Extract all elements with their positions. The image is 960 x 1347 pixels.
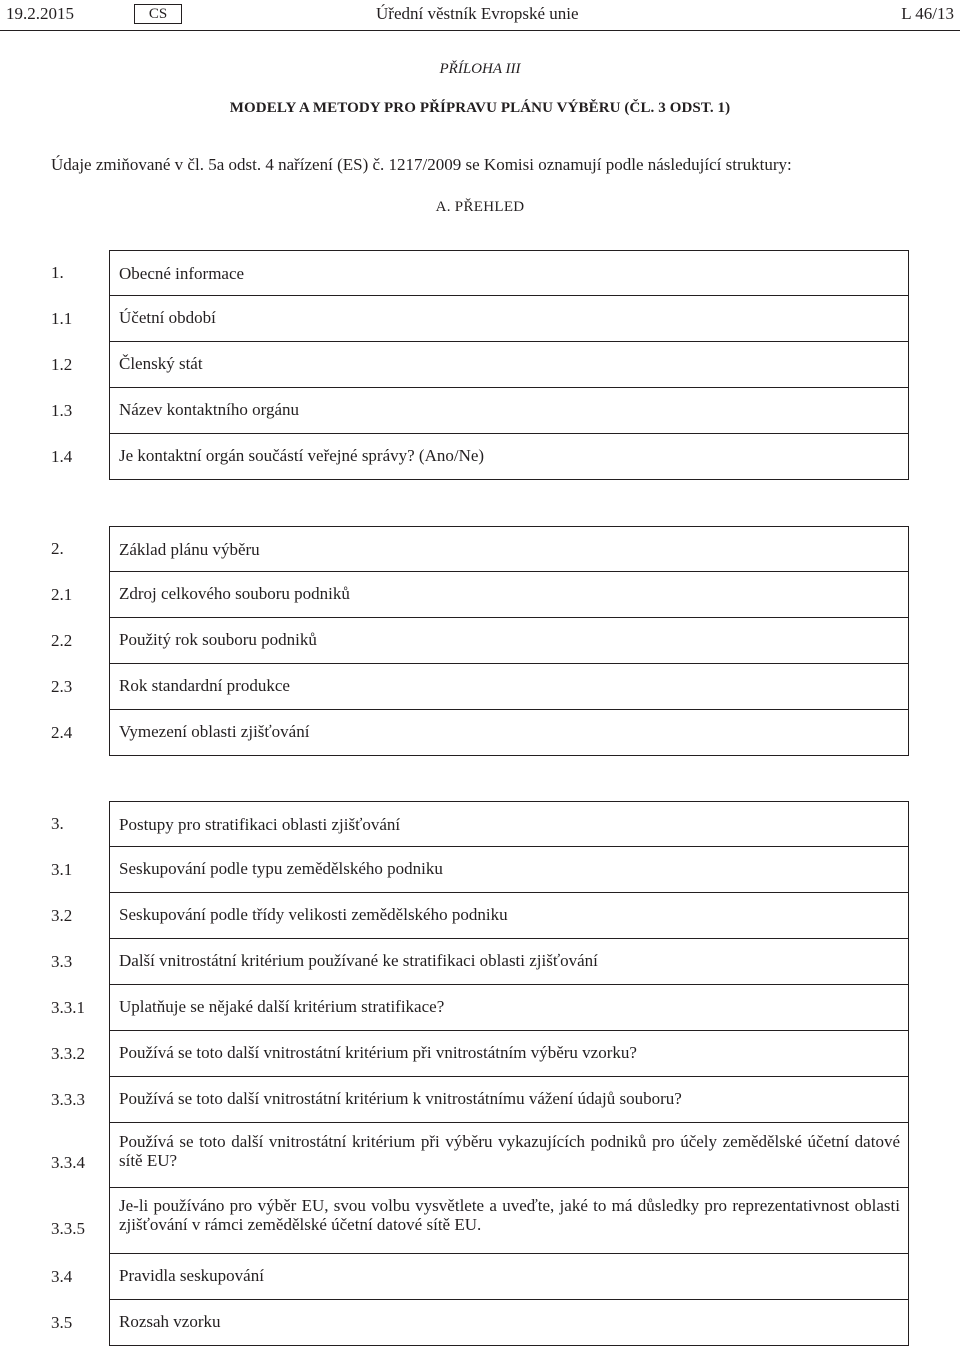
item-label-cell [109,1300,909,1346]
item-label-cell [109,939,909,985]
table-section [51,250,909,480]
item-number: 3.3.4 [51,1153,85,1172]
item-number-cell [51,572,109,618]
item-label-cell [109,434,909,480]
item-number-cell [51,847,109,893]
item-number-cell [51,664,109,710]
item-number-cell [51,939,109,985]
item-number: 2.4 [51,723,73,742]
item-number-cell [51,985,109,1031]
item-label: Pravidla seskupování [119,1266,264,1285]
item-label: Účetní období [119,308,216,327]
item-label-cell [109,618,909,664]
item-label-cell [109,1123,909,1188]
item-label: Další vnitrostátní kritérium používané ke stratifikaci oblasti zjišťování [119,951,598,970]
table-row [51,1188,909,1254]
item-label: Seskupování podle typu zemědělského podniku [119,859,443,878]
item-number-cell [51,342,109,388]
item-number: 3.2 [51,906,73,925]
table-row [51,618,909,664]
item-label-cell [109,710,909,756]
item-number: 3. [51,814,64,833]
item-label: Je kontaktní orgán součástí veřejné správy? (Ano/Ne) [119,446,485,465]
item-number: 3.3.3 [51,1090,85,1109]
item-label-cell [109,893,909,939]
item-label: Používá se toto další vnitrostátní kritérium při výběru vykazujících podniků pro účely zemědělské účetní datové sítě EU? [119,1132,900,1170]
item-label: Seskupování podle třídy velikosti zemědělského podniku [119,905,508,924]
table-row [51,526,909,572]
item-label: Základ plánu výběru [119,540,260,559]
item-number-cell [51,618,109,664]
page-header [0,0,960,31]
table-row [51,1254,909,1300]
item-label-cell [109,1077,909,1123]
table-row [51,847,909,893]
item-label-cell [109,1031,909,1077]
item-label-cell [109,296,909,342]
publication-date: 19.2.2015 [6,4,74,23]
item-number-cell [51,250,109,296]
table-row [51,572,909,618]
item-number: 3.1 [51,860,73,879]
item-label-cell [109,1254,909,1300]
item-label: Je-li používáno pro výběr EU, svou volbu vysvětlete a uveďte, jaké to má důsledky pro reprezentativnost oblasti zjišťování v rámci zemědělské účetní datové sítě EU. [119,1196,900,1234]
item-number: 2.1 [51,585,73,604]
annex-title: PŘÍLOHA III [439,61,521,77]
item-number: 3.5 [51,1313,73,1332]
item-number: 3.4 [51,1267,73,1286]
item-label-cell [109,250,909,296]
item-label-cell [109,801,909,847]
table-row [51,1300,909,1346]
item-number-cell [51,1077,109,1123]
item-number-cell [51,388,109,434]
item-label-cell [109,664,909,710]
item-number-cell [51,893,109,939]
item-number: 2. [51,539,64,558]
page-reference: L 46/13 [901,4,954,23]
item-label-cell [109,847,909,893]
item-label: Vymezení oblasti zjišťování [119,722,310,741]
item-number: 3.3 [51,952,73,971]
item-label: Obecné informace [119,264,245,283]
item-label: Používá se toto další vnitrostátní kritérium při vnitrostátním výběru vzorku? [119,1043,637,1062]
language-code-box: CS [134,4,182,24]
item-label: Rok standardní produkce [119,676,290,695]
item-label: Zdroj celkového souboru podniků [119,584,350,603]
annex-heading: MODELY A METODY PRO PŘÍPRAVU PLÁNU VÝBĚRU (ČL. 3 ODST. 1) [229,100,731,116]
table-row [51,434,909,480]
table-row [51,664,909,710]
item-number-cell [51,1123,109,1188]
item-number: 2.3 [51,677,73,696]
item-number-cell [51,1188,109,1254]
item-label: Použitý rok souboru podniků [119,630,317,649]
table-section [51,801,909,1346]
table-row [51,1031,909,1077]
item-number-cell [51,526,109,572]
item-number-cell [51,434,109,480]
item-label: Rozsah vzorku [119,1312,221,1331]
item-number: 1.3 [51,401,73,420]
item-number: 3.3.2 [51,1044,85,1063]
item-label-cell [109,985,909,1031]
item-label: Název kontaktního orgánu [119,400,300,419]
item-label: Členský stát [119,354,203,373]
item-number-cell [51,1031,109,1077]
table-row [51,1123,909,1188]
table-row [51,985,909,1031]
table-row [51,342,909,388]
item-label-cell [109,342,909,388]
table-row [51,893,909,939]
item-number-cell [51,801,109,847]
item-label-cell [109,526,909,572]
item-label-cell [109,1188,909,1254]
journal-title: Úřední věstník Evropské unie [376,4,579,23]
item-label-cell [109,572,909,618]
item-number: 1.1 [51,309,73,328]
item-label: Používá se toto další vnitrostátní kritérium k vnitrostátnímu vážení údajů souboru? [119,1089,682,1108]
table-row [51,388,909,434]
table-row [51,250,909,296]
item-label: Postupy pro stratifikaci oblasti zjišťování [119,815,401,834]
table-row [51,939,909,985]
item-number-cell [51,1300,109,1346]
item-number: 3.3.5 [51,1219,85,1238]
item-number: 2.2 [51,631,73,650]
item-number-cell [51,1254,109,1300]
item-number-cell [51,710,109,756]
intro-text: Údaje zmiňované v čl. 5a odst. 4 nařízení (ES) č. 1217/2009 se Komisi oznamují podle následující struktury: [51,155,792,174]
table-row [51,710,909,756]
item-label-cell [109,388,909,434]
table-row [51,296,909,342]
item-number: 1.4 [51,447,73,466]
item-number: 3.3.1 [51,998,85,1017]
table-row [51,1077,909,1123]
part-heading: A. PŘEHLED [435,199,525,215]
table-row [51,801,909,847]
item-label: Uplatňuje se nějaké další kritérium stratifikace? [119,997,445,1016]
item-number: 1.2 [51,355,73,374]
item-number: 1. [51,263,64,282]
table-section [51,526,909,756]
item-number-cell [51,296,109,342]
